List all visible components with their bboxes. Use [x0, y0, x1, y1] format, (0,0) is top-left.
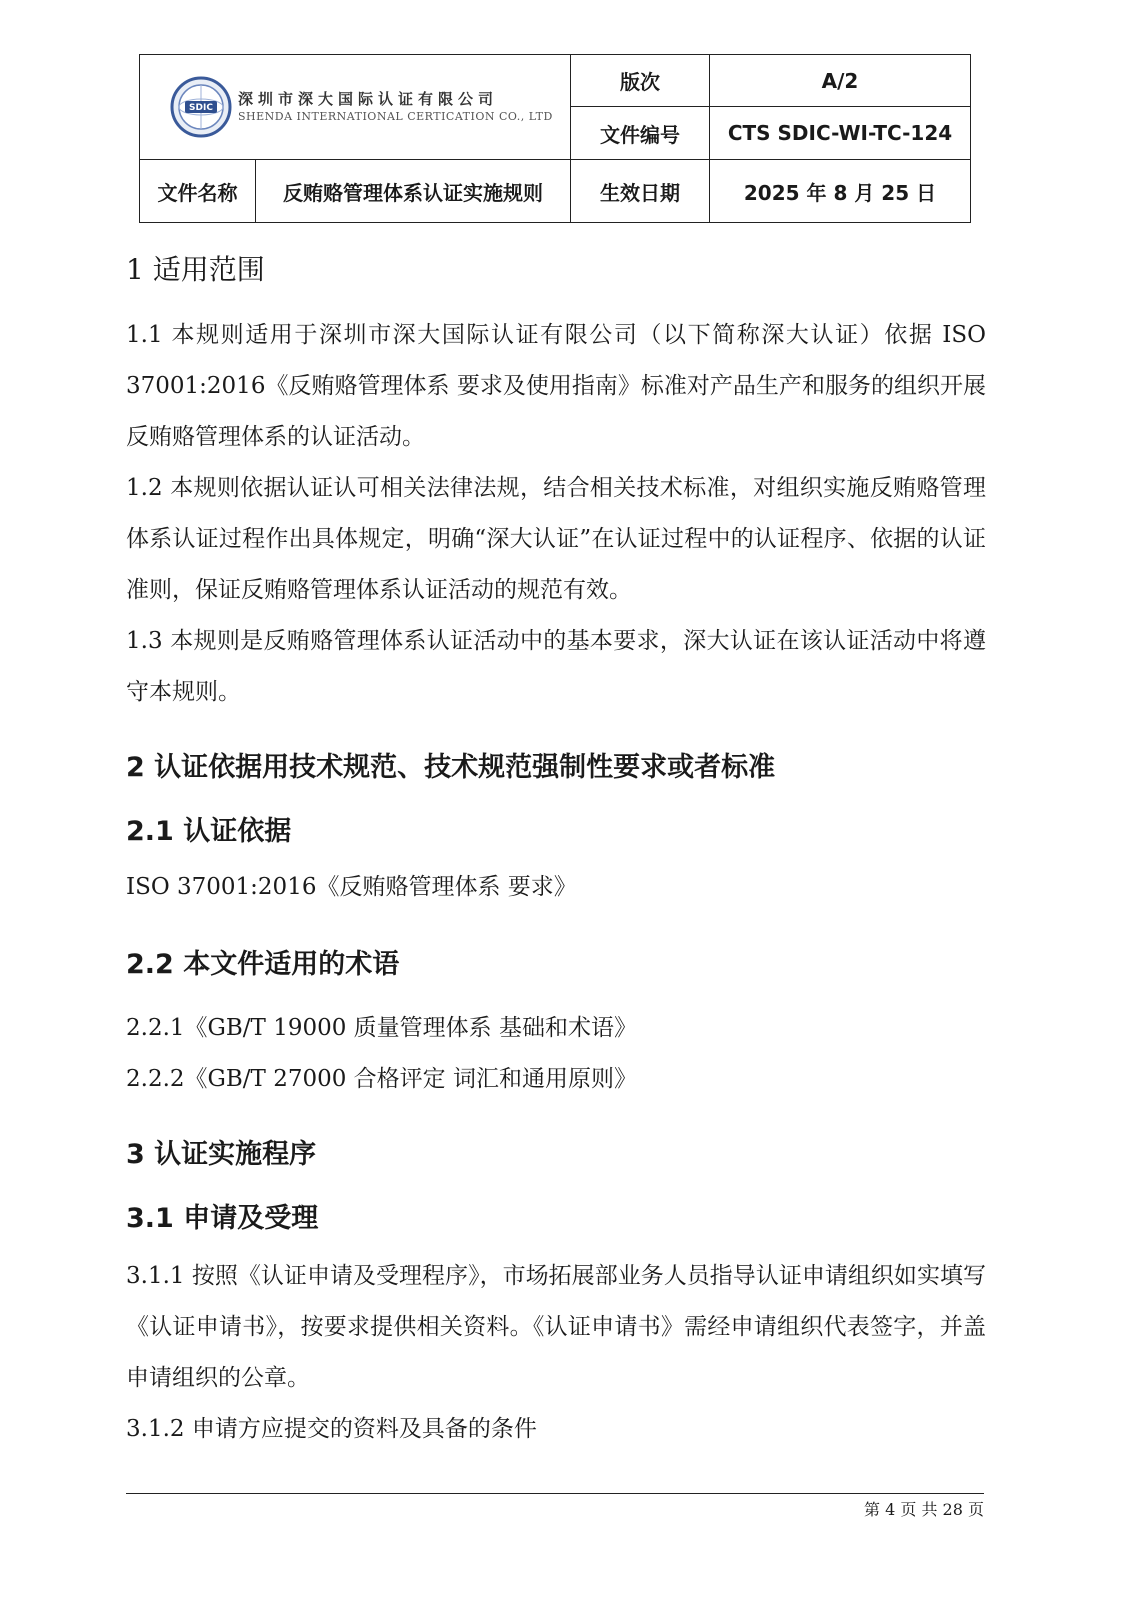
- paragraph-1-1: 1.1 本规则适用于深圳市深大国际认证有限公司（以下简称深大认证）依据 ISO 37001:2016《反贿赂管理体系 要求及使用指南》标准对产品生产和服务的组织开展反贿赂管理体系的认证活动。: [126, 322, 986, 450]
- company-name-cn: 深圳市深大国际认证有限公司: [238, 90, 499, 109]
- paragraph-2-2-1: 2.2.1《GB/T 19000 质量管理体系 基础和术语》: [126, 1015, 637, 1041]
- paragraph-2-2-2: 2.2.2《GB/T 27000 合格评定 词汇和通用原则》: [126, 1066, 637, 1092]
- footer-divider: [126, 1493, 984, 1494]
- paragraph-1-3: 1.3 本规则是反贿赂管理体系认证活动中的基本要求，深大认证在该认证活动中将遵守本规则。: [126, 628, 986, 705]
- section-3-title: 3 认证实施程序: [126, 1139, 317, 1170]
- doc-name-value: 反贿赂管理体系认证实施规则: [256, 160, 571, 223]
- company-logo-cell: [140, 55, 571, 160]
- paragraph-1-2: 1.2 本规则依据认证认可相关法律法规，结合相关技术标准，对组织实施反贿赂管理体系认证过程作出具体规定，明确“深大认证”在认证过程中的认证程序、依据的认证准则，保证反贿赂管理体系认证活动的规范有效。: [126, 475, 986, 603]
- company-logo-icon: [170, 76, 232, 138]
- section-2-1-title: 2.1 认证依据: [126, 816, 292, 847]
- effective-date-value: 2025 年 8 月 25 日: [710, 160, 971, 223]
- version-value: A/2: [710, 55, 971, 107]
- doc-no-label: 文件编号: [571, 107, 710, 160]
- page-number: 第 4 页 共 28 页: [864, 1500, 984, 1519]
- paragraph-3-1-2: 3.1.2 申请方应提交的资料及具备的条件: [126, 1416, 537, 1442]
- section-2-title: 2 认证依据用技术规范、技术规范强制性要求或者标准: [126, 752, 776, 783]
- doc-name-label: 文件名称: [140, 160, 256, 223]
- version-label: 版次: [571, 55, 710, 107]
- logo-text: SDIC: [189, 103, 213, 113]
- section-3-1-title: 3.1 申请及受理: [126, 1203, 319, 1234]
- paragraph-2-1: ISO 37001:2016《反贿赂管理体系 要求》: [126, 874, 577, 900]
- paragraph-3-1-1: 3.1.1 按照《认证申请及受理程序》，市场拓展部业务人员指导认证申请组织如实填写《认证申请书》，按要求提供相关资料。《认证申请书》需经申请组织代表签字，并盖申请组织的公章。: [126, 1263, 986, 1391]
- section-1-title: 1 适用范围: [126, 253, 265, 286]
- company-name-en: SHENDA INTERNATIONAL CERTICATION CO., LTD: [238, 109, 553, 123]
- doc-no-value: CTS SDIC-WI-TC-124: [710, 107, 971, 160]
- document-header-table: [139, 54, 971, 223]
- document-body: [126, 240, 986, 1455]
- section-2-2-title: 2.2 本文件适用的术语: [126, 949, 400, 980]
- effective-date-label: 生效日期: [571, 160, 710, 223]
